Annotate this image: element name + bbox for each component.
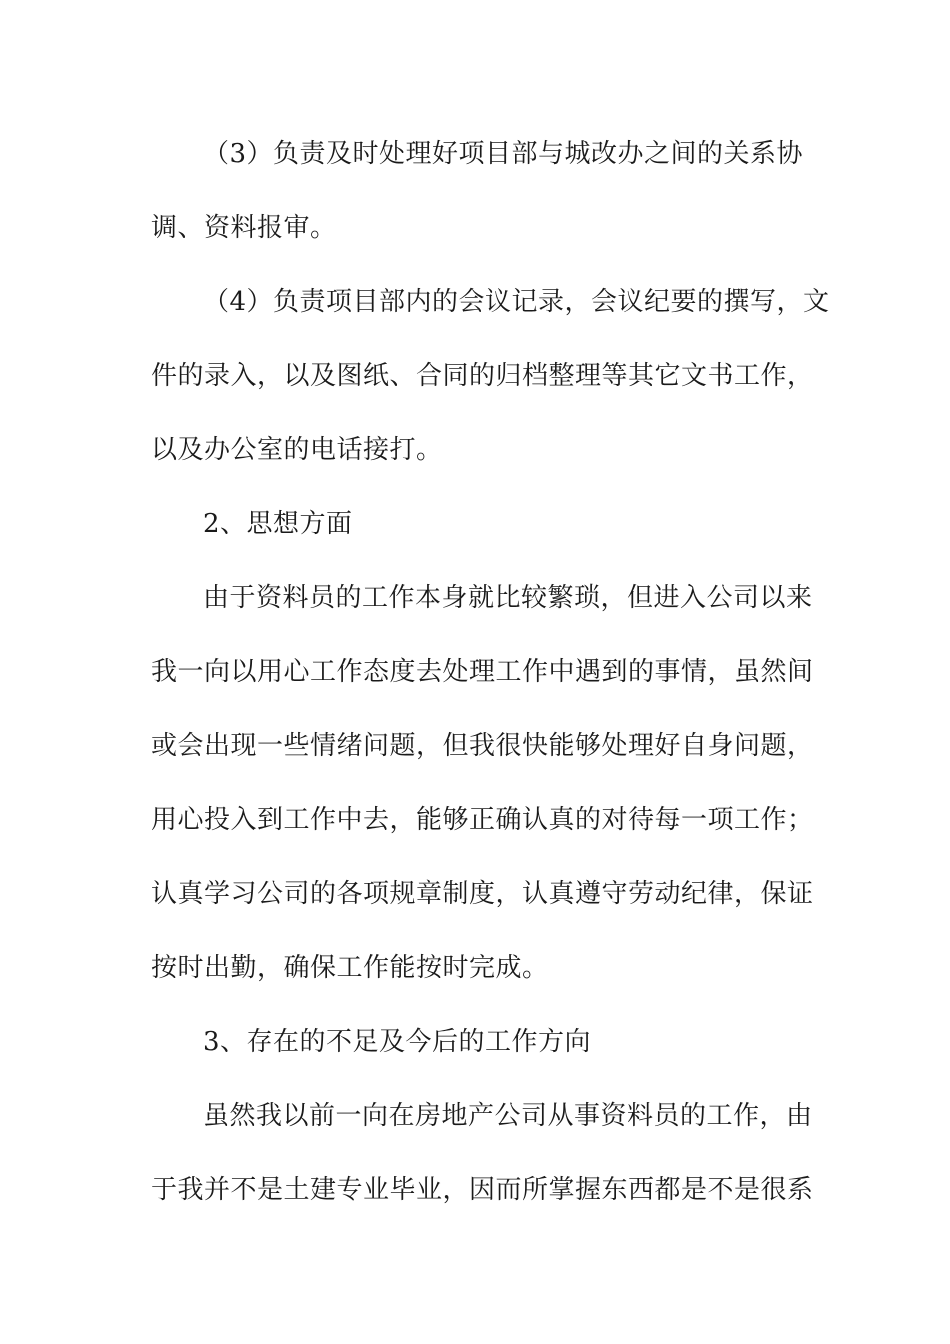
paragraph-item3-line2: 调、资料报审。 (151, 213, 337, 243)
paragraph-thinking-line5: 认真学习公司的各项规章制度，认真遵守劳动纪律，保证 (151, 879, 814, 909)
paragraph-shortcomings-line2: 于我并不是土建专业毕业，因而所掌握东西都是不是很系 (151, 1175, 814, 1205)
paragraph-thinking-line6: 按时出勤，确保工作能按时完成。 (151, 953, 549, 983)
paragraph-item4-line1: （4）负责项目部内的会议记录，会议纪要的撰写，文 (203, 287, 830, 317)
paragraph-item3-line1: （3）负责及时处理好项目部与城改办之间的关系协 (203, 139, 804, 169)
paragraph-thinking-line2: 我一向以用心工作态度去处理工作中遇到的事情，虽然间 (151, 657, 814, 687)
section-heading-shortcomings: 3、存在的不足及今后的工作方向 (203, 1027, 592, 1057)
paragraph-thinking-line1: 由于资料员的工作本身就比较繁琐，但进入公司以来 (203, 583, 813, 613)
section-heading-thinking: 2、思想方面 (203, 509, 353, 539)
paragraph-item4-line3: 以及办公室的电话接打。 (151, 435, 443, 465)
paragraph-thinking-line4: 用心投入到工作中去，能够正确认真的对待每一项工作； (151, 805, 814, 835)
paragraph-item4-line2: 件的录入，以及图纸、合同的归档整理等其它文书工作， (151, 361, 814, 391)
paragraph-thinking-line3: 或会出现一些情绪问题，但我很快能够处理好自身问题， (151, 731, 814, 761)
paragraph-shortcomings-line1: 虽然我以前一向在房地产公司从事资料员的工作，由 (203, 1101, 813, 1131)
